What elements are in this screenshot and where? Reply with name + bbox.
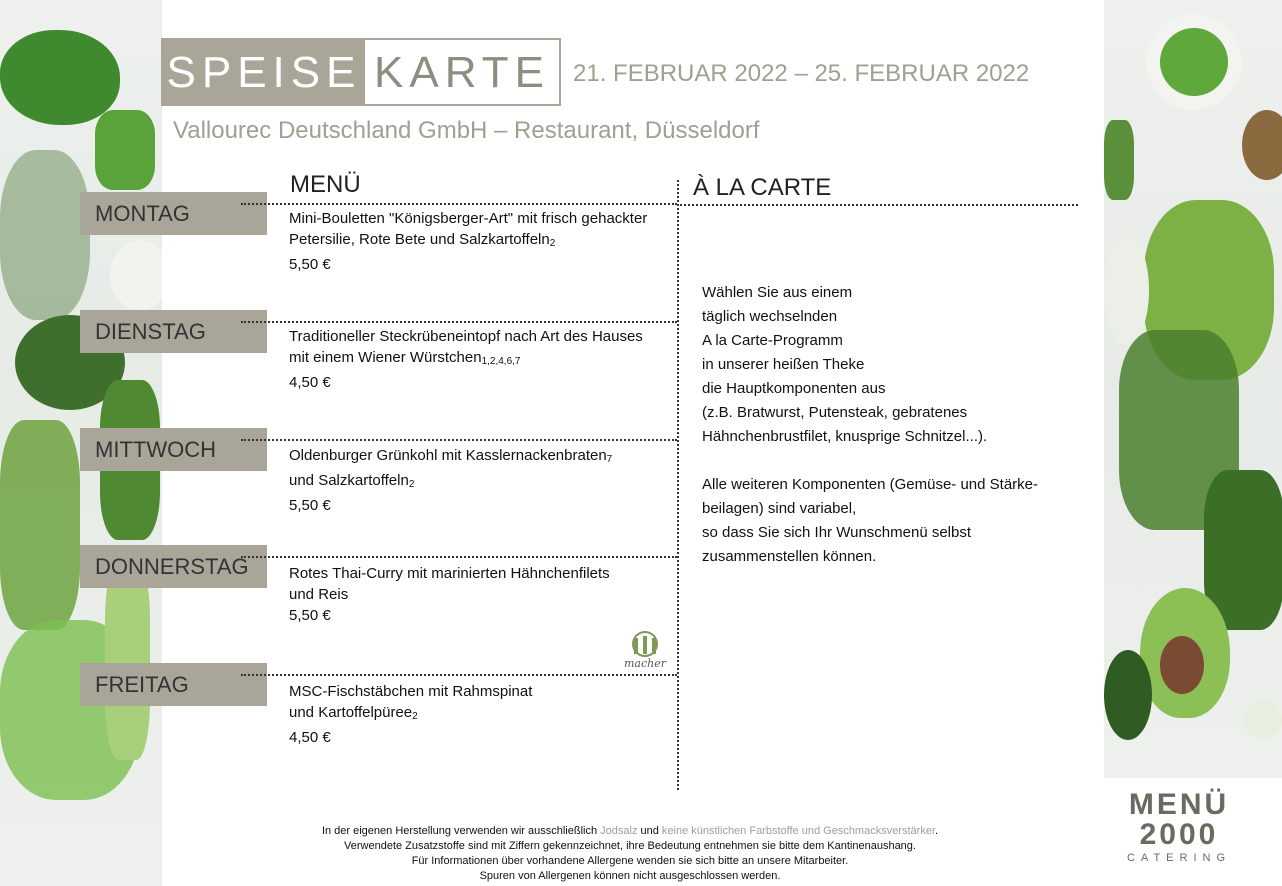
a-la-carte-column-heading: À LA CARTE bbox=[693, 174, 832, 201]
text-line: Alle weiteren Komponenten (Gemüse- und Stärke- bbox=[702, 476, 1039, 493]
dish-line: Rotes Thai-Curry mit marinierten Hähnchenfilets bbox=[289, 565, 610, 582]
vegetables-image-right bbox=[1104, 0, 1282, 778]
footer-line-1: In der eigenen Herstellung verwenden wir ausschließlich Jodsalz und keine künstlichen Farbstoffe und Geschmacksverstärker. bbox=[321, 825, 939, 837]
dish-montag bbox=[289, 208, 669, 275]
dish-line: MSC-Fischstäbchen mit Rahmspinat bbox=[289, 683, 533, 700]
dish-line: Mini-Bouletten "Königsberger-Art" mit frisch gehackter bbox=[289, 210, 648, 227]
text-line: Wählen Sie aus einem bbox=[702, 284, 853, 301]
logo-line-3: CATERING bbox=[1126, 852, 1232, 864]
day-divider bbox=[241, 203, 677, 205]
dish-price: 4,50 € bbox=[289, 729, 331, 746]
text-line: beilagen) sind variabel, bbox=[702, 500, 857, 517]
logo-line-1: MENÜ bbox=[1128, 788, 1230, 821]
title-speise: SPEISE bbox=[163, 40, 365, 104]
menu2000-logo bbox=[1114, 790, 1244, 864]
day-label-montag: MONTAG bbox=[80, 192, 267, 235]
day-divider bbox=[241, 439, 677, 441]
footer-line-2: Verwendete Zusatzstoffe sind mit Ziffern gekennzeichnet, ihre Bedeutung entnehmen sie bitte dem Kantinenaushang. bbox=[344, 840, 916, 852]
footer-line-4: Spuren von Allergenen können nicht ausgeschlossen werden. bbox=[479, 870, 781, 882]
logo-line-2: 2000 bbox=[1139, 818, 1219, 851]
restaurant-subtitle: Vallourec Deutschland GmbH – Restaurant, Düsseldorf bbox=[173, 117, 760, 144]
stamp-text: macher bbox=[623, 657, 667, 670]
fit-macher-stamp-icon bbox=[619, 630, 671, 670]
a-la-carte-divider bbox=[680, 204, 1078, 206]
dish-freitag bbox=[289, 681, 669, 748]
menu-column-heading: MENÜ bbox=[290, 171, 361, 198]
dish-dienstag bbox=[289, 326, 669, 393]
footer-notes bbox=[240, 824, 1020, 884]
dish-price: 4,50 € bbox=[289, 374, 331, 391]
footer-line-3: Für Informationen über vorhandene Allergene wenden sie sich bitte an unsere Mitarbeiter. bbox=[411, 855, 849, 867]
day-label-freitag: FREITAG bbox=[80, 663, 267, 706]
day-divider bbox=[241, 674, 677, 676]
dish-price: 5,50 € bbox=[289, 607, 331, 624]
dish-line: und Salzkartoffeln$_2$ bbox=[289, 472, 415, 490]
dish-line: und Kartoffelpüree$_2$ bbox=[289, 704, 418, 722]
day-label-mittwoch: MITTWOCH bbox=[80, 428, 267, 471]
title-box bbox=[161, 38, 561, 106]
a-la-carte-description bbox=[702, 281, 1038, 569]
date-range: 21. FEBRUAR 2022 – 25. FEBRUAR 2022 bbox=[573, 60, 1030, 87]
dish-mittwoch bbox=[289, 445, 669, 516]
dish-line: mit einem Wiener Würstchen$_{1,2,4,6,7}$ bbox=[289, 349, 521, 367]
text-line: Hähnchenbrustfilet, knusprige Schnitzel...). bbox=[702, 428, 988, 445]
text-line: so dass Sie sich Ihr Wunschmenü selbst bbox=[702, 524, 972, 541]
dish-line: Petersilie, Rote Bete und Salzkartoffeln$_2$ bbox=[289, 231, 556, 249]
dish-line: und Reis bbox=[289, 586, 349, 603]
text-line: (z.B. Bratwurst, Putensteak, gebratenes bbox=[702, 404, 968, 421]
dish-price: 5,50 € bbox=[289, 256, 331, 273]
text-line: täglich wechselnden bbox=[702, 308, 838, 325]
day-label-dienstag: DIENSTAG bbox=[80, 310, 267, 353]
text-line: die Hauptkomponenten aus bbox=[702, 380, 886, 397]
day-divider bbox=[241, 556, 677, 558]
column-divider bbox=[677, 180, 679, 790]
day-divider bbox=[241, 321, 677, 323]
dish-donnerstag bbox=[289, 563, 669, 626]
dish-price: 5,50 € bbox=[289, 497, 331, 514]
title-karte: KARTE bbox=[374, 48, 550, 97]
day-label-donnerstag: DONNERSTAG bbox=[80, 545, 267, 588]
text-line: zusammenstellen können. bbox=[702, 548, 877, 565]
text-line: A la Carte-Programm bbox=[702, 332, 843, 349]
text-line: in unserer heißen Theke bbox=[702, 356, 865, 373]
dish-line: Oldenburger Grünkohl mit Kasslernackenbraten$_7$ bbox=[289, 447, 613, 465]
dish-line: Traditioneller Steckrübeneintopf nach Art des Hauses bbox=[289, 328, 643, 345]
